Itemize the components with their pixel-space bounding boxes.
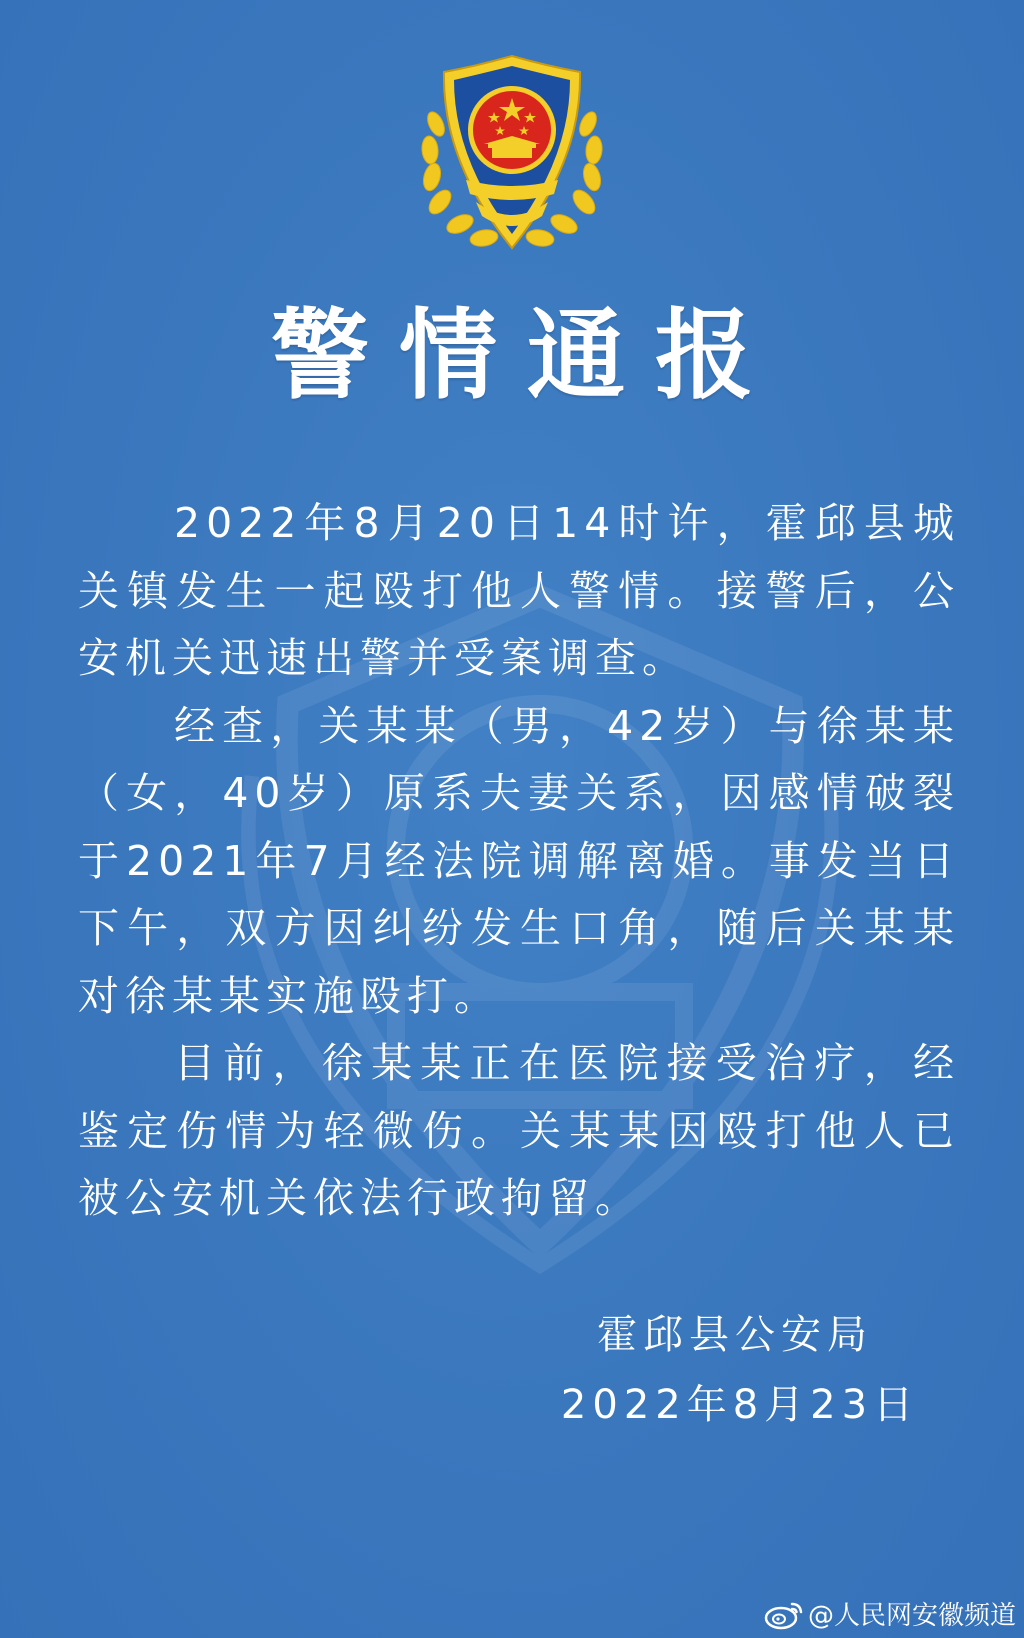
paragraph-outcome: 目前，徐某某正在医院接受治疗，经鉴定伤情为轻微伤。关某某因殴打他人已被公安机关依法行政拘留。 (78, 1039, 960, 1222)
credit-text: @人民网安徽频道 (807, 1601, 1016, 1631)
weibo-icon (764, 1598, 804, 1630)
paragraph-incident: 2022年8月20日14时许，霍邱县城关镇发生一起殴打他人警情。接警后，公安机关迅速出警并受案调查。 (78, 499, 960, 682)
signature-date: 2022年8月23日 (560, 1382, 920, 1428)
police-emblem-icon (412, 52, 612, 257)
notice-body (78, 490, 960, 1233)
paragraph-investigation: 经查，关某某（男，42岁）与徐某某（女，40岁）原系夫妻关系，因感情破裂于2021年7月经法院调解离婚。事发当日下午，双方因纠纷发生口角，随后关某某对徐某某实施殴打。 (78, 701, 960, 1020)
signature-block (540, 1300, 940, 1440)
source-credit (764, 1595, 1016, 1632)
notice-title: 警情通报 (270, 299, 783, 413)
signature-organization: 霍邱县公安局 (597, 1312, 873, 1358)
